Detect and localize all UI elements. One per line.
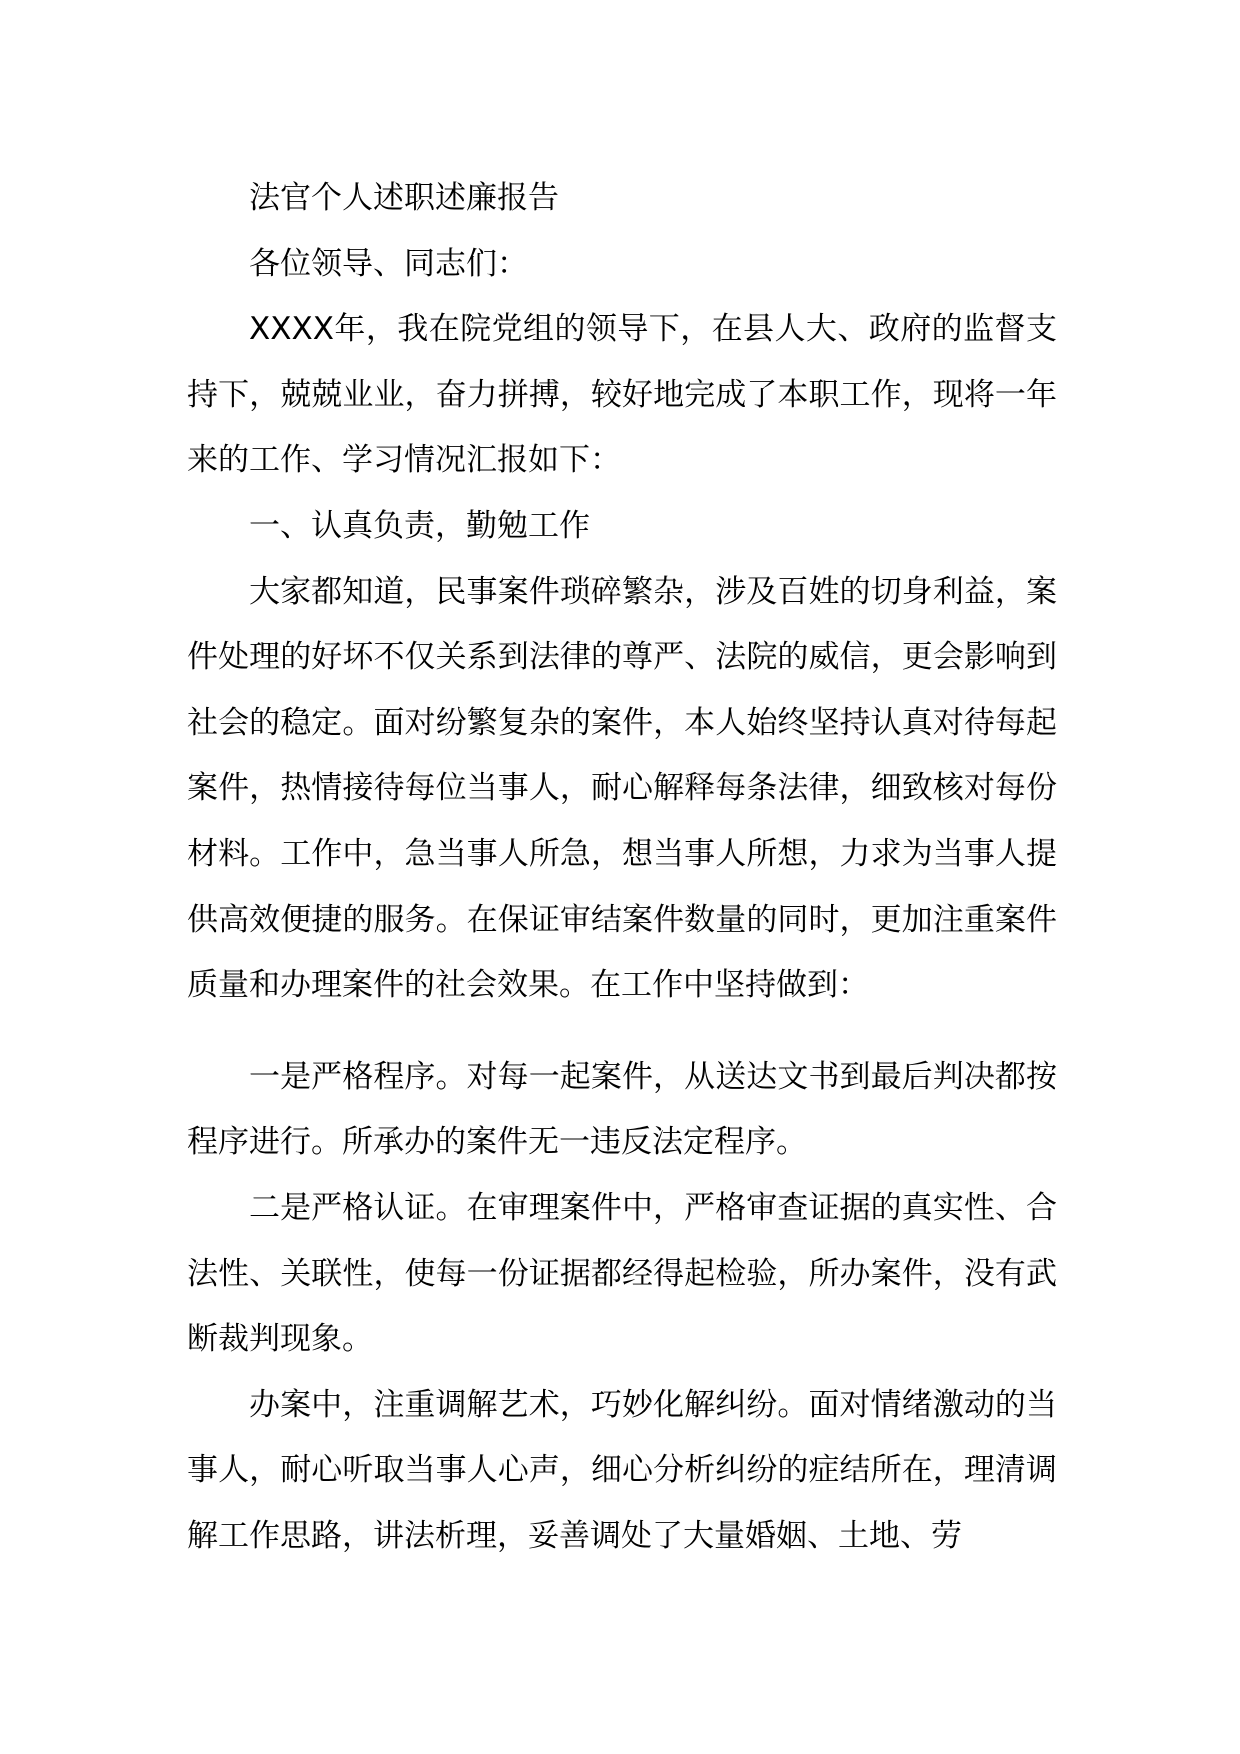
document-body [187, 166, 1057, 1569]
salutation: 各位领导、同志们： [249, 245, 528, 282]
document-title: 法官个人述职述廉报告 [249, 180, 559, 216]
paragraph-civil-cases: 大家都知道，民事案件琐碎繁杂，涉及百姓的切身利益，案件处理的好坏不仅关系到法律的尊严、法院的威信，更会影响到社会的稳定。面对纷繁复杂的案件，本人始终坚持认真对待每起案件，热情接待每位当事人，耐心解释每条法律，细致核对每份材料。工作中，急当事人所急，想当事人所想，力求为当事人提供高效便捷的服务。在保证审结案件数量的同时，更加注重案件质量和办理案件的社会效果。在工作中坚持做到： [187, 573, 1057, 1004]
paragraph-mediation: 办案中，注重调解艺术，巧妙化解纠纷。面对情绪激动的当事人，耐心听取当事人心声，细心分析纠纷的症结所在，理清调解工作思路，讲法析理，妥善调处了大量婚姻、土地、劳 [187, 1386, 1057, 1554]
paragraph-strict-evidence: 二是严格认证。在审理案件中，严格审查证据的真实性、合法性、关联性，使每一份证据都经得起检验，所办案件，没有武断裁判现象。 [187, 1189, 1057, 1358]
section-heading-1: 一、认真负责，勤勉工作 [249, 507, 590, 544]
paragraph-strict-procedure: 一是严格程序。对每一起案件，从送达文书到最后判决都按程序进行。所承办的案件无一违反法定程序。 [187, 1058, 1057, 1161]
paragraph-intro: XXXX年，我在院党组的领导下，在县人大、政府的监督支持下，兢兢业业，奋力拼搏，较好地完成了本职工作，现将一年来的工作、学习情况汇报如下： [187, 311, 1057, 479]
